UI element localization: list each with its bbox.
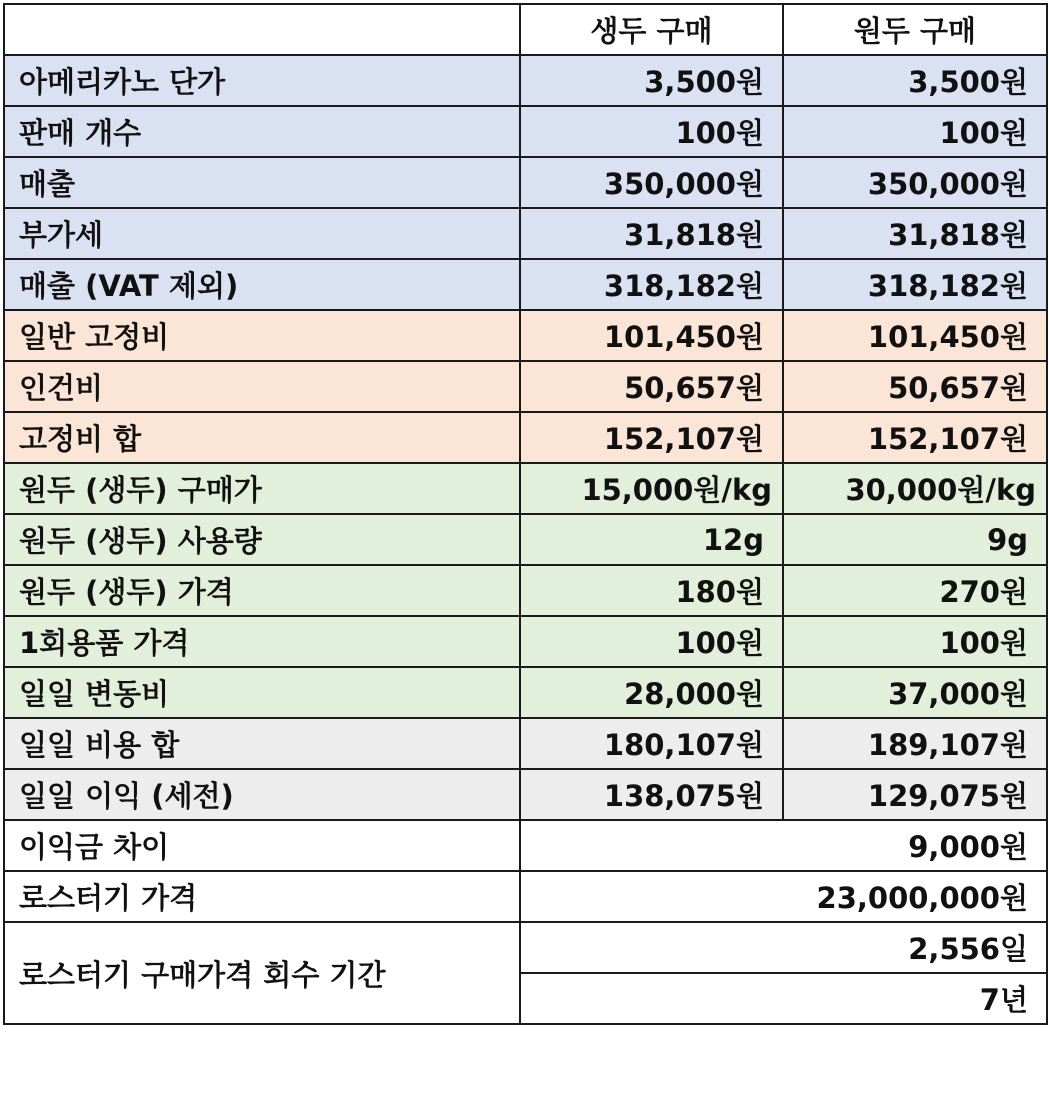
row-label: 원두 (생두) 구매가 xyxy=(4,463,520,514)
table-row xyxy=(4,769,1047,820)
row-label: 판매 개수 xyxy=(4,106,520,157)
summary-row-profit-difference xyxy=(4,820,1047,871)
row-label: 일일 변동비 xyxy=(4,667,520,718)
row-label: 원두 (생두) 사용량 xyxy=(4,514,520,565)
green-bean-value: 350,000원 xyxy=(520,157,783,208)
summary-row-roaster-price xyxy=(4,871,1047,922)
row-label: 매출 xyxy=(4,157,520,208)
roasted-bean-value: 37,000원 xyxy=(783,667,1047,718)
header-roasted-bean-purchase: 원두 구매 xyxy=(783,4,1047,55)
row-label: 부가세 xyxy=(4,208,520,259)
table-row xyxy=(4,667,1047,718)
payback-days-value: 2,556일 xyxy=(520,922,1047,973)
row-label: 일일 비용 합 xyxy=(4,718,520,769)
table-row xyxy=(4,412,1047,463)
row-label: 일반 고정비 xyxy=(4,310,520,361)
green-bean-value: 101,450원 xyxy=(520,310,783,361)
roaster-price-value: 23,000,000원 xyxy=(520,871,1047,922)
header-green-bean-purchase: 생두 구매 xyxy=(520,4,783,55)
roasted-bean-value: 9g xyxy=(783,514,1047,565)
profit-difference-value: 9,000원 xyxy=(520,820,1047,871)
row-label: 로스터기 가격 xyxy=(4,871,520,922)
green-bean-value: 31,818원 xyxy=(520,208,783,259)
row-label: 일일 이익 (세전) xyxy=(4,769,520,820)
roasted-bean-value: 100원 xyxy=(783,616,1047,667)
payback-years-value: 7년 xyxy=(520,973,1047,1024)
coffee-cost-comparison-table xyxy=(3,3,1048,1025)
roasted-bean-value: 101,450원 xyxy=(783,310,1047,361)
table-row xyxy=(4,157,1047,208)
green-bean-value: 3,500원 xyxy=(520,55,783,106)
green-bean-value: 180원 xyxy=(520,565,783,616)
roasted-bean-value: 318,182원 xyxy=(783,259,1047,310)
roasted-bean-value: 270원 xyxy=(783,565,1047,616)
green-bean-value: 100원 xyxy=(520,616,783,667)
table-row xyxy=(4,616,1047,667)
table-row xyxy=(4,310,1047,361)
row-label: 1회용품 가격 xyxy=(4,616,520,667)
roasted-bean-value: 129,075원 xyxy=(783,769,1047,820)
row-label: 원두 (생두) 가격 xyxy=(4,565,520,616)
roasted-bean-value: 3,500원 xyxy=(783,55,1047,106)
roasted-bean-value: 152,107원 xyxy=(783,412,1047,463)
row-label: 인건비 xyxy=(4,361,520,412)
green-bean-value: 180,107원 xyxy=(520,718,783,769)
table-row xyxy=(4,718,1047,769)
payback-row xyxy=(4,922,1047,973)
table-row xyxy=(4,106,1047,157)
header-corner-cell xyxy=(4,4,520,55)
green-bean-value: 28,000원 xyxy=(520,667,783,718)
payback-label: 로스터기 구매가격 회수 기간 xyxy=(4,922,520,1024)
row-label: 아메리카노 단가 xyxy=(4,55,520,106)
roasted-bean-value: 189,107원 xyxy=(783,718,1047,769)
roasted-bean-value: 350,000원 xyxy=(783,157,1047,208)
table-row xyxy=(4,361,1047,412)
table-row xyxy=(4,565,1047,616)
green-bean-value: 50,657원 xyxy=(520,361,783,412)
table-row xyxy=(4,514,1047,565)
table-row xyxy=(4,259,1047,310)
roasted-bean-value: 30,000원/kg xyxy=(783,463,1047,514)
row-label: 이익금 차이 xyxy=(4,820,520,871)
green-bean-value: 100원 xyxy=(520,106,783,157)
roasted-bean-value: 100원 xyxy=(783,106,1047,157)
green-bean-value: 152,107원 xyxy=(520,412,783,463)
green-bean-value: 12g xyxy=(520,514,783,565)
green-bean-value: 15,000원/kg xyxy=(520,463,783,514)
table-row xyxy=(4,208,1047,259)
roasted-bean-value: 50,657원 xyxy=(783,361,1047,412)
header-row xyxy=(4,4,1047,55)
roasted-bean-value: 31,818원 xyxy=(783,208,1047,259)
row-label: 매출 (VAT 제외) xyxy=(4,259,520,310)
row-label: 고정비 합 xyxy=(4,412,520,463)
green-bean-value: 318,182원 xyxy=(520,259,783,310)
green-bean-value: 138,075원 xyxy=(520,769,783,820)
table-row xyxy=(4,463,1047,514)
table-row xyxy=(4,55,1047,106)
